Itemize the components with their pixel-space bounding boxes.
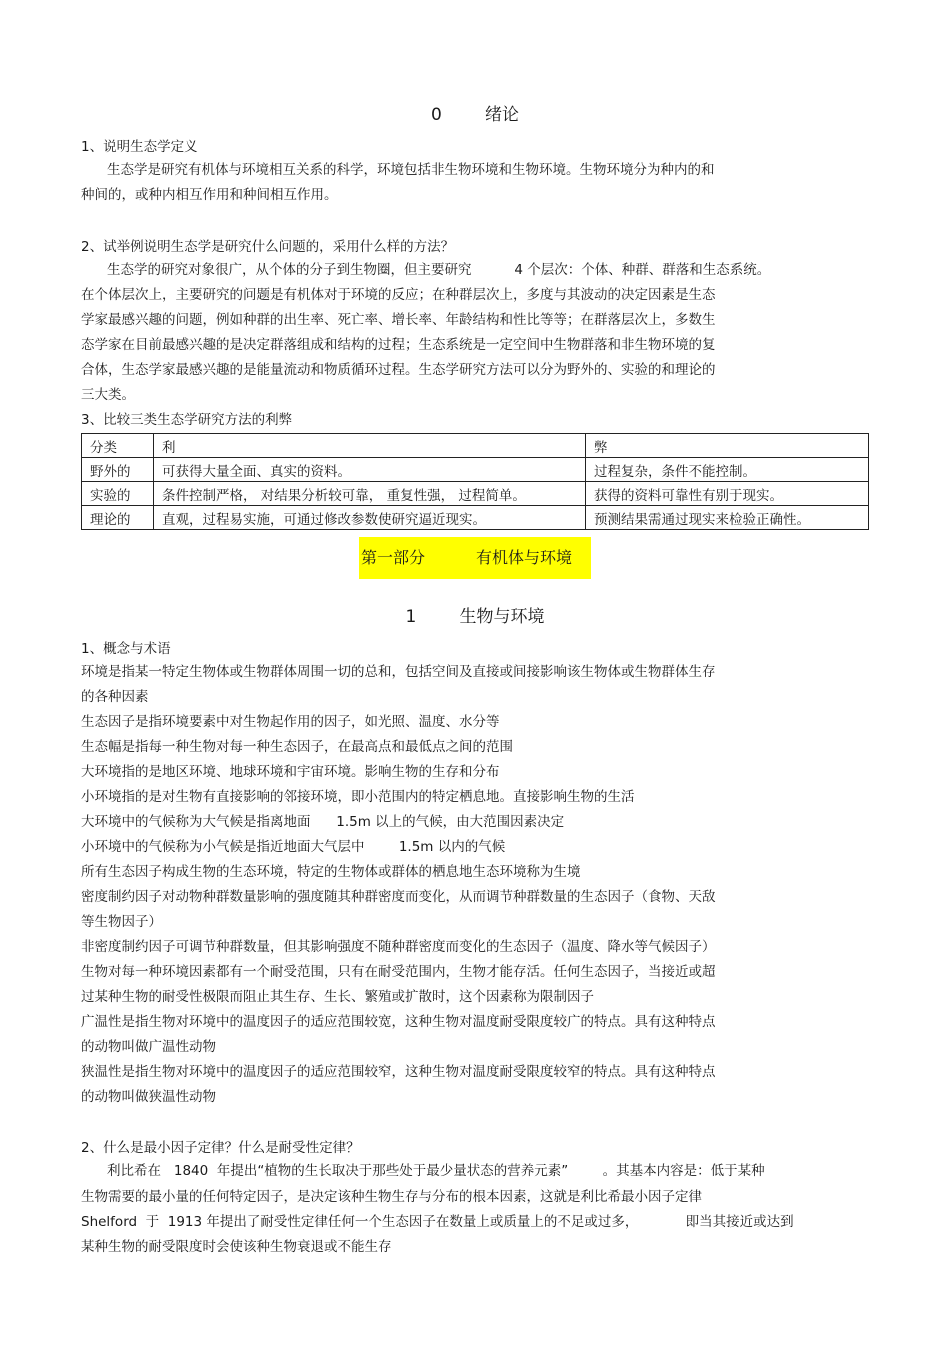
- q2-text-line: 在个体层次上，主要研究的问题是有机体对于环境的反应；在种群层次上，多度与其波动的决定因素是生态: [81, 287, 716, 303]
- q2-text-line: 学家最感兴趣的问题，例如种群的出生率、死亡率、增长率、年龄结构和性比等等；在群落层次上，多数生: [81, 312, 716, 328]
- q2-text-line: 合体，生态学家最感兴趣的是能量流动和物质循环过程。生态学研究方法可以分为野外的、实验的和理论的: [81, 362, 716, 378]
- sec1-text-line: 生态因子是指环境要素中对生物起作用的因子，如光照、温度、水分等: [81, 714, 500, 730]
- sec2-text-line: 利比希在 1840 年提出“植物的生长取决于那些处于最少量状态的营养元素” 。其基本内容是：低于某种: [107, 1163, 765, 1179]
- chapter-title: 1 生物与环境: [405, 607, 545, 627]
- table-cell: 可获得大量全面、真实的资料。: [154, 458, 586, 482]
- sec1-text-line: 生态幅是指每一种生物对每一种生态因子，在最高点和最低点之间的范围: [81, 739, 513, 755]
- q3-heading: 3、比较三类生态学研究方法的利弊: [81, 412, 293, 428]
- sec2-text-line: Shelford 于 1913 年提出了耐受性定律任何一个生态因子在数量上或质量上的不足或过多， 即当其接近或达到: [81, 1214, 794, 1230]
- table-cell: 条件控制严格， 对结果分析较可靠， 重复性强， 过程简单。: [154, 482, 586, 506]
- sec2-text-line: 某种生物的耐受限度时会使该种生物衰退或不能生存: [81, 1239, 392, 1255]
- sec1-text-line: 等生物因子）: [81, 914, 162, 930]
- sec2-heading: 2、什么是最小因子定律？什么是耐受性定律？: [81, 1140, 360, 1156]
- table-cell: 预测结果需通过现实来检验正确性。: [586, 506, 869, 530]
- table-header-cell: 分类: [82, 434, 154, 458]
- sec1-text-line: 狭温性是指生物对环境中的温度因子的适应范围较窄，这种生物对温度耐受限度较窄的特点。具有这种特点: [81, 1064, 716, 1080]
- table-header-row: [82, 434, 869, 458]
- q1-heading: 1、说明生态学定义: [81, 139, 198, 155]
- part-banner: [359, 537, 591, 579]
- table-row: [82, 506, 869, 530]
- sec1-text-line: 的各种因素: [81, 689, 149, 705]
- sec1-text-line: 广温性是指生物对环境中的温度因子的适应范围较宽，这种生物对温度耐受限度较广的特点。具有这种特点: [81, 1014, 716, 1030]
- q2-text-line: 生态学的研究对象很广，从个体的分子到生物圈，但主要研究 4 个层次：个体、种群、群落和生态系统。: [107, 262, 771, 278]
- sec1-text-line: 小环境指的是对生物有直接影响的邻接环境，即小范围内的特定栖息地。直接影响生物的生活: [81, 789, 635, 805]
- q2-text-line: 三大类。: [81, 387, 135, 403]
- sec1-text-line: 大环境指的是地区环境、地球环境和宇宙环境。影响生物的生存和分布: [81, 764, 500, 780]
- q2-heading: 2、试举例说明生态学是研究什么问题的，采用什么样的方法？: [81, 239, 455, 255]
- sec1-text-line: 大环境中的气候称为大气候是指离地面 1.5m 以上的气候，由大范围因素决定: [81, 814, 565, 830]
- sec1-text-line: 所有生态因子构成生物的生态环境，特定的生物体或群体的栖息地生态环境称为生境: [81, 864, 581, 880]
- table-cell: 野外的: [82, 458, 154, 482]
- sec1-text-line: 密度制约因子对动物种群数量影响的强度随其种群密度而变化，从而调节种群数量的生态因子（食物、天敌: [81, 889, 716, 905]
- q2-text-line: 态学家在目前最感兴趣的是决定群落组成和结构的过程；生态系统是一定空间中生物群落和非生物环境的复: [81, 337, 716, 353]
- table-cell: 过程复杂，条件不能控制。: [586, 458, 869, 482]
- table-header-cell: 弊: [586, 434, 869, 458]
- table-header-cell: 利: [154, 434, 586, 458]
- sec1-text-line: 过某种生物的耐受性极限而阻止其生存、生长、繁殖或扩散时，这个因素称为限制因子: [81, 989, 594, 1005]
- sec2-text-line: 生物需要的最小量的任何特定因子，是决定该种生物生存与分布的根本因素，这就是利比希最小因子定律: [81, 1189, 702, 1205]
- table-cell: 理论的: [82, 506, 154, 530]
- part-banner-label: 第一部分: [361, 548, 426, 567]
- table-row: [82, 482, 869, 506]
- table-row: [82, 458, 869, 482]
- table-cell: 直观，过程易实施，可通过修改参数使研究逼近现实。: [154, 506, 586, 530]
- q1-text-line: 生态学是研究有机体与环境相互关系的科学，环境包括非生物环境和生物环境。生物环境分为种内的和: [107, 162, 715, 178]
- q1-text-line: 种间的，或种内相互作用和种间相互作用。: [81, 187, 338, 203]
- part-banner-title: 有机体与环境: [476, 548, 573, 567]
- methods-comparison-table: [81, 433, 869, 530]
- sec1-text-line: 环境是指某一特定生物体或生物群体周围一切的总和，包括空间及直接或间接影响该生物体或生物群体生存: [81, 664, 716, 680]
- sec1-text-line: 的动物叫做狭温性动物: [81, 1089, 216, 1105]
- sec1-text-line: 的动物叫做广温性动物: [81, 1039, 216, 1055]
- table-cell: 实验的: [82, 482, 154, 506]
- intro-title: 0 绪论: [430, 105, 520, 125]
- sec1-heading: 1、概念与术语: [81, 641, 171, 657]
- sec1-text-line: 非密度制约因子可调节种群数量，但其影响强度不随种群密度而变化的生态因子（温度、降水等气候因子）: [81, 939, 716, 955]
- table-cell: 获得的资料可靠性有别于现实。: [586, 482, 869, 506]
- sec1-text-line: 生物对每一种环境因素都有一个耐受范围，只有在耐受范围内，生物才能存活。任何生态因子，当接近或超: [81, 964, 716, 980]
- sec1-text-line: 小环境中的气候称为小气候是指近地面大气层中 1.5m 以内的气候: [81, 839, 506, 855]
